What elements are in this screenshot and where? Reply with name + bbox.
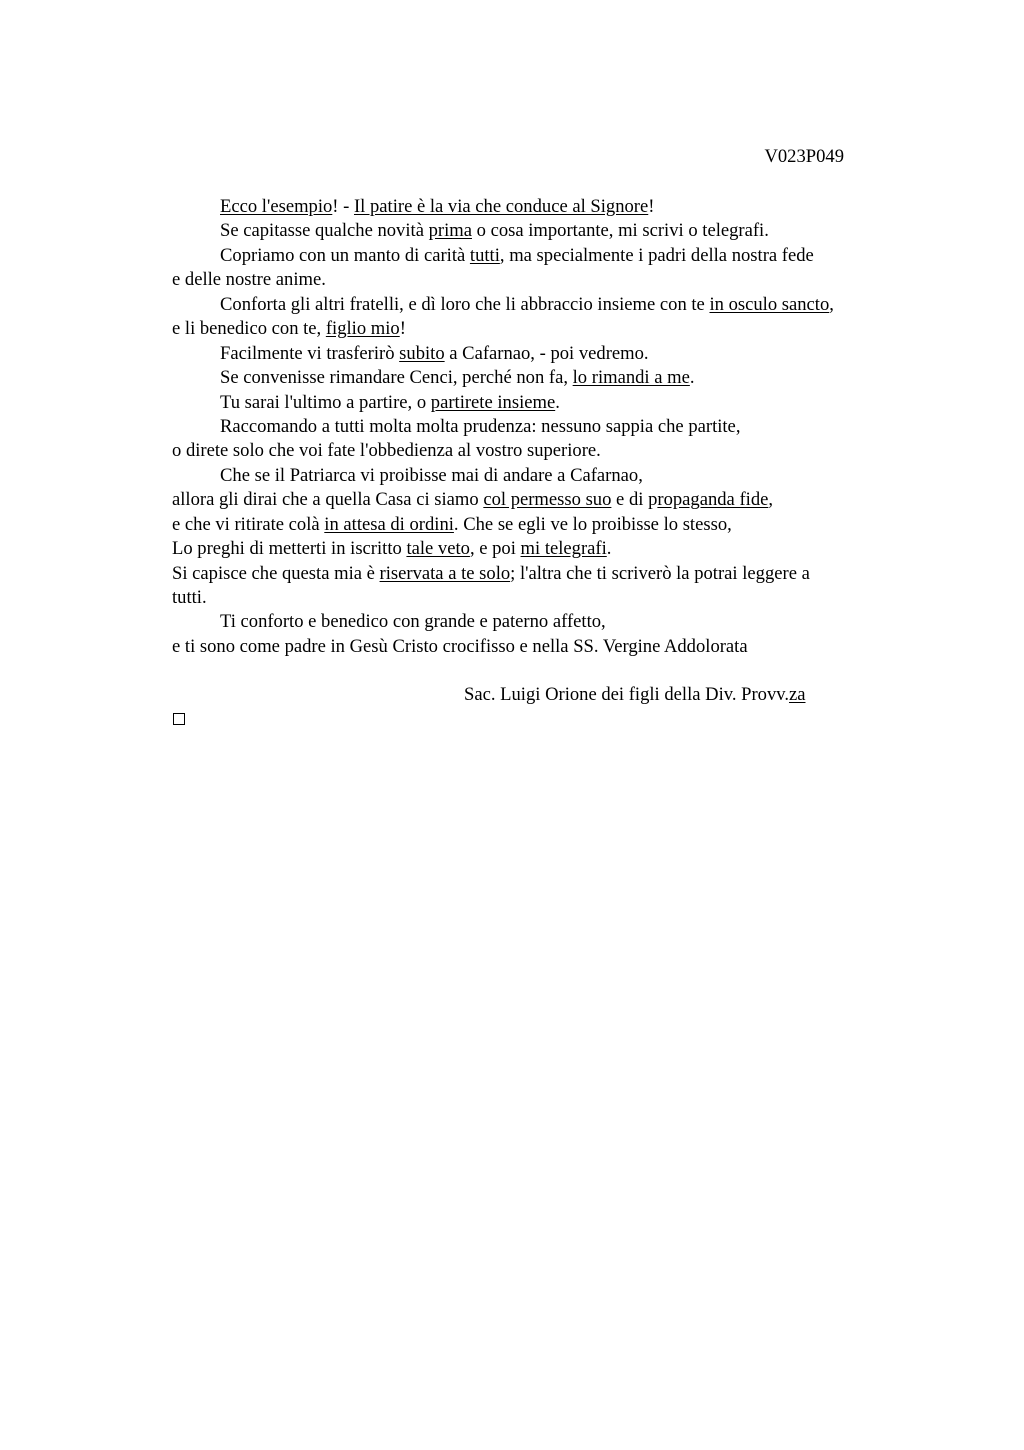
underlined-text: Ecco l'esempio [220, 196, 333, 217]
letter-line [172, 268, 932, 292]
page-code: V023P049 [764, 146, 844, 167]
letter-line [172, 244, 932, 268]
underlined-text: Il patire è la via che conduce al Signore [353, 196, 649, 217]
underlined-text: in attesa di ordini [324, 513, 454, 535]
letter-line [172, 488, 932, 512]
text-segment: , ma specialmente i padri della nostra fede [499, 244, 814, 266]
letter-line [172, 513, 932, 537]
letter-line [172, 464, 932, 488]
text-segment: Se convenisse rimandare Cenci, perché non fa, [220, 367, 573, 389]
letter-line [172, 537, 932, 561]
text-segment: allora gli dirai che a quella Casa ci siamo [172, 489, 484, 511]
text-segment: tutti. [172, 587, 207, 608]
underlined-text: in osculo sancto [709, 293, 830, 315]
text-segment: a Cafarnao, - poi vedremo. [444, 342, 649, 364]
text-segment: e li benedico con te, [172, 318, 326, 340]
letter-body [172, 195, 932, 659]
text-segment: . [689, 367, 695, 389]
letter-line [172, 293, 932, 317]
empty-square-icon [173, 713, 185, 725]
signature-suffix: za [788, 684, 806, 705]
underlined-text: subito [399, 342, 445, 364]
text-segment: ; l'altra che ti scriverò la potrai leggere a [510, 562, 810, 584]
text-segment: Facilmente vi trasferirò [220, 342, 400, 364]
text-segment: Copriamo con un manto di carità [220, 244, 470, 266]
letter-line [172, 195, 932, 219]
text-segment: . [555, 391, 560, 413]
text-segment: Raccomando a tutti molta molta prudenza: nessuno sappia che partite, [220, 415, 741, 437]
text-segment: e delle nostre anime. [172, 269, 326, 291]
text-segment: . [606, 538, 612, 560]
underlined-text: mi telegrafi [520, 538, 607, 560]
text-segment: Lo preghi di metterti in iscritto [172, 538, 407, 560]
letter-line [172, 317, 932, 341]
text-segment: e di p [611, 489, 658, 511]
letter-line [172, 562, 932, 586]
text-segment: Ti conforto e benedico con grande e paterno affetto, [220, 611, 606, 633]
letter-line [172, 610, 932, 634]
underlined-text: riservata a te solo [379, 562, 511, 584]
underlined-text: tutti [469, 244, 500, 266]
text-segment: , e poi [469, 538, 521, 560]
underlined-text: col permesso suo [483, 489, 612, 511]
text-segment: , [829, 293, 834, 315]
text-segment: ! - [332, 196, 354, 217]
text-segment: Conforta gli altri fratelli, e dì loro che li abbraccio insieme con te [220, 293, 710, 315]
text-segment: e che vi ritirate colà [172, 513, 325, 535]
underlined-text: lo rimandi a me [572, 367, 690, 389]
text-segment: Tu sarai l'ultimo a partire, o [220, 391, 431, 413]
underlined-text: partirete insieme [430, 391, 556, 413]
letter-line [172, 219, 932, 243]
signature-text: Sac. Luigi Orione dei figli della Div. Provv. [464, 684, 789, 705]
letter-line [172, 342, 932, 366]
letter-line [172, 415, 932, 439]
underlined-text: tale veto [406, 538, 470, 560]
underlined-text: ropaganda fide [657, 489, 769, 511]
letter-line [172, 439, 932, 463]
signature [464, 684, 806, 706]
text-segment: o cosa importante, mi scrivi o telegrafi. [471, 220, 769, 242]
text-segment: Che se il Patriarca vi proibisse mai di andare a Cafarnao, [220, 464, 643, 486]
text-segment: Si capisce che questa mia è [172, 562, 380, 584]
text-segment: , [768, 489, 774, 511]
underlined-text: prima [428, 220, 472, 242]
text-segment: o direte solo che voi fate l'obbedienza al vostro superiore. [172, 440, 601, 462]
letter-line [172, 586, 932, 610]
underlined-text: figlio mio [325, 318, 400, 340]
letter-line [172, 391, 932, 415]
text-segment: . Che se egli ve lo proibisse lo stesso, [453, 513, 732, 535]
text-segment: ! [648, 196, 655, 217]
text-segment: Se capitasse qualche novità [220, 220, 429, 242]
letter-line [172, 635, 932, 659]
text-segment: e ti sono come padre in Gesù Cristo crocifisso e nella SS. Vergine Addolorata [172, 635, 748, 657]
letter-line [172, 366, 932, 390]
text-segment: ! [399, 318, 406, 340]
